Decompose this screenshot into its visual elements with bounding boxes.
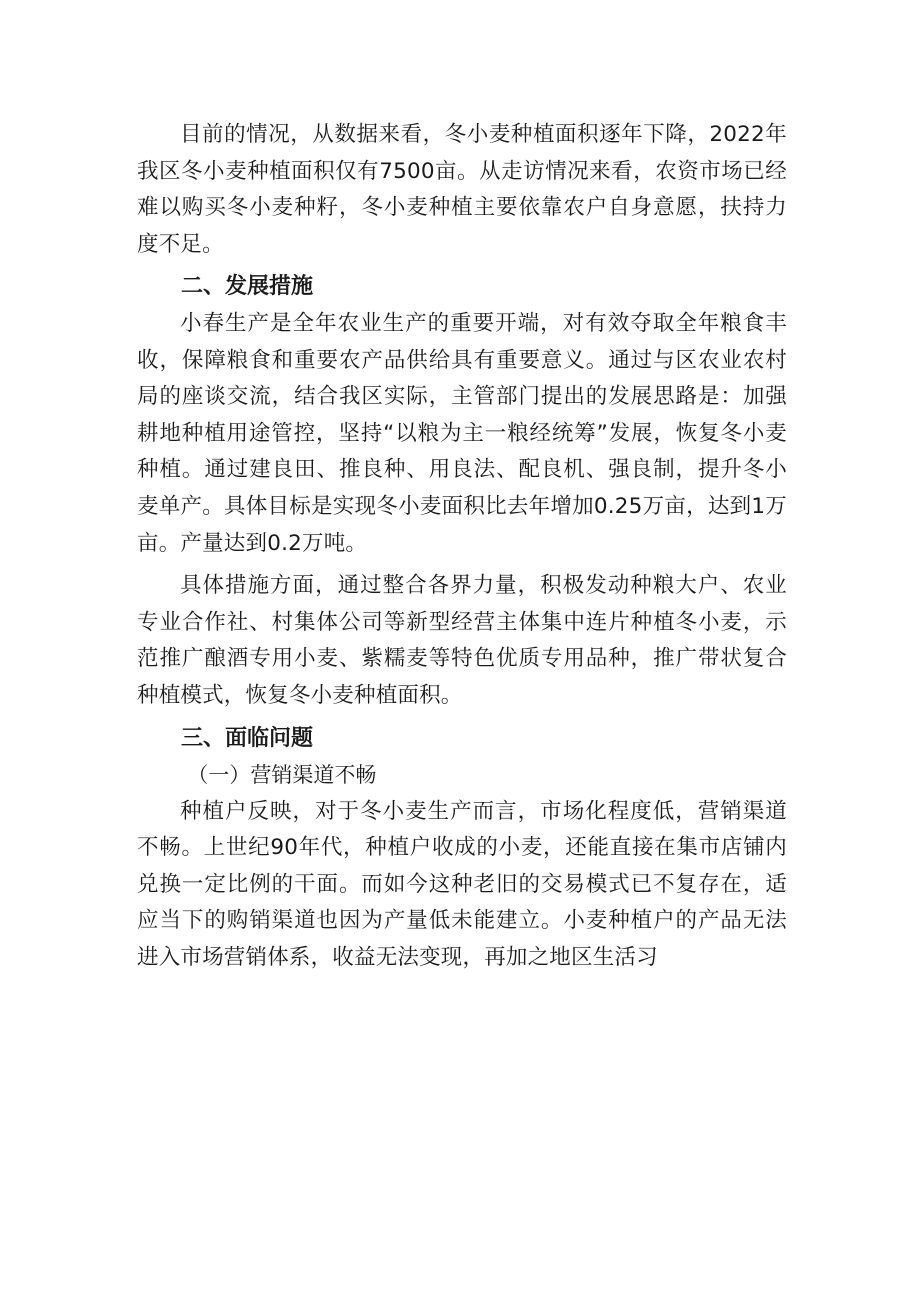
subsection-heading-marketing-channels: （一）营销渠道不畅 xyxy=(187,763,377,788)
paragraph-development-plan: 小春生产是全年农业生产的重要开端，对有效夺取全年粮食丰收，保障粮食和重要农产品供给具有重要意义。通过与区农业农村局的座谈交流，结合我区实际，主管部门提出的发展思路是：加强耕地种植用途管控，坚持“以粮为主一粮经统筹”发展，恢复冬小麦种植。通过建良田、推良种、用良法、配良机、强良制，提升冬小麦单产。具体目标是实现冬小麦面积比去年增加0.25万亩，达到1万亩。产量达到0.2万吨。 xyxy=(137,310,787,556)
document-body xyxy=(137,117,787,977)
paragraph-specific-measures: 具体措施方面，通过整合各界力量，积极发动种粮大户、农业专业合作社、村集体公司等新型经营主体集中连片种植冬小麦，示范推广酿酒专用小麦、紫糯麦等特色优质专用品种，推广带状复合种植模式，恢复冬小麦种植面积。 xyxy=(137,573,787,708)
section-heading-development-measures: 二、发展措施 xyxy=(181,274,314,300)
paragraph-marketing-issues: 种植户反映，对于冬小麦生产而言，市场化程度低，营销渠道不畅。上世纪90年代，种植户收成的小麦，还能直接在集市店铺内兑换一定比例的干面。而如今这种老旧的交易模式已不复存在，适应当下的购销渠道也因为产量低未能建立。小麦种植户的产品无法进入市场营销体系，收益无法变现，再加之地区生活习 xyxy=(137,798,787,971)
section-heading-problems: 三、面临问题 xyxy=(181,725,314,751)
paragraph-current-situation: 目前的情况，从数据来看，冬小麦种植面积逐年下降，2022年我区冬小麦种植面积仅有7500亩。从走访情况来看，农资市场已经难以购买冬小麦种籽，冬小麦种植主要依靠农户自身意愿，扶持力度不足。 xyxy=(137,122,787,257)
